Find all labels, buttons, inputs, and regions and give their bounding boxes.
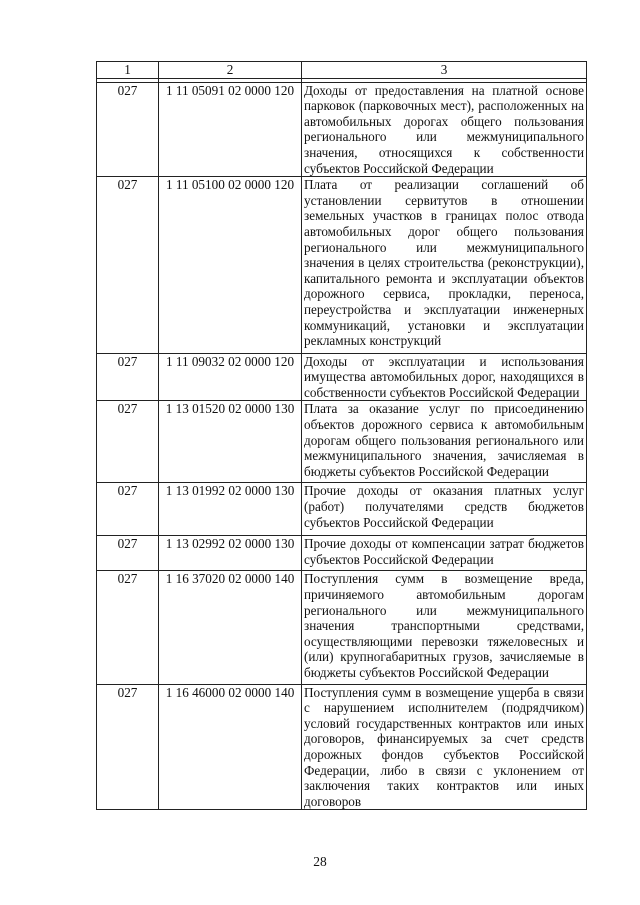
admin-code-cell: 027: [97, 483, 159, 536]
revenue-name-cell: Плата за оказание услуг по присоединению объектов дорожного сервиса к автомобильным дорогам общего пользования регионального или межмуниципального значения, зачисляемая в бюджеты субъектов Российской Федерации: [302, 401, 587, 483]
admin-code-cell: 027: [97, 353, 159, 401]
revenue-name-cell: Прочие доходы от оказания платных услуг (работ) получателями средств бюджетов субъектов Российской Федерации: [302, 483, 587, 536]
table-body: [97, 78, 587, 810]
table-header-row: [97, 62, 587, 79]
admin-code-cell: 027: [97, 401, 159, 483]
budget-code-cell: 1 11 05100 02 0000 120: [159, 177, 302, 354]
column-header-2: 2: [159, 62, 302, 79]
table-row: [97, 177, 587, 354]
table-row: [97, 684, 587, 810]
table-row: [97, 401, 587, 483]
budget-code-cell: 1 11 05091 02 0000 120: [159, 82, 302, 177]
admin-code-cell: 027: [97, 536, 159, 571]
admin-code-cell: 027: [97, 684, 159, 810]
admin-code-cell: 027: [97, 177, 159, 354]
budget-code-cell: 1 13 01520 02 0000 130: [159, 401, 302, 483]
revenue-name-cell: Прочие доходы от компенсации затрат бюджетов субъектов Российской Федерации: [302, 536, 587, 571]
revenue-codes-table: [96, 61, 587, 810]
table-row: [97, 353, 587, 401]
admin-code-cell: 027: [97, 571, 159, 684]
revenue-name-cell: Плата от реализации соглашений об установлении сервитутов в отношении земельных участков в границах полос отвода автомобильных дорог общего пользования регионального или межмуниципального значения в целях строительства (реконструкции), капитального ремонта и эксплуатации объектов дорожного сервиса, прокладки, переноса, переустройства и эксплуатации инженерных коммуникаций, установки и эксплуатации рекламных конструкций: [302, 177, 587, 354]
budget-code-cell: 1 13 02992 02 0000 130: [159, 536, 302, 571]
table-row: [97, 483, 587, 536]
revenue-name-cell: Доходы от предоставления на платной основе парковок (парковочных мест), расположенных на автомобильных дорогах общего пользования регионального или межмуниципального значения, относящихся к собственности субъектов Российской Федерации: [302, 82, 587, 177]
admin-code-cell: 027: [97, 82, 159, 177]
budget-code-cell: 1 13 01992 02 0000 130: [159, 483, 302, 536]
column-header-1: 1: [97, 62, 159, 79]
column-header-3: 3: [302, 62, 587, 79]
budget-code-cell: 1 11 09032 02 0000 120: [159, 353, 302, 401]
table-row: [97, 571, 587, 684]
budget-code-cell: 1 16 37020 02 0000 140: [159, 571, 302, 684]
table-row: [97, 536, 587, 571]
budget-code-cell: 1 16 46000 02 0000 140: [159, 684, 302, 810]
revenue-name-cell: Доходы от эксплуатации и использования имущества автомобильных дорог, находящихся в собственности субъектов Российской Федерации: [302, 353, 587, 401]
revenue-name-cell: Поступления сумм в возмещение вреда, причиняемого автомобильным дорогам регионального или межмуниципального значения транспортными средствами, осуществляющими перевозки тяжеловесных и (или) крупногабаритных грузов, зачисляемые в бюджеты субъектов Российской Федерации: [302, 571, 587, 684]
revenue-name-cell: Поступления сумм в возмещение ущерба в связи с нарушением исполнителем (подрядчиком) условий государственных контрактов или иных договоров, финансируемых за счет средств дорожных фондов субъектов Российской Федерации, либо в связи с уклонением от заключения таких контрактов или иных договоров: [302, 684, 587, 810]
table-row: [97, 82, 587, 177]
page-number: 28: [313, 854, 327, 869]
